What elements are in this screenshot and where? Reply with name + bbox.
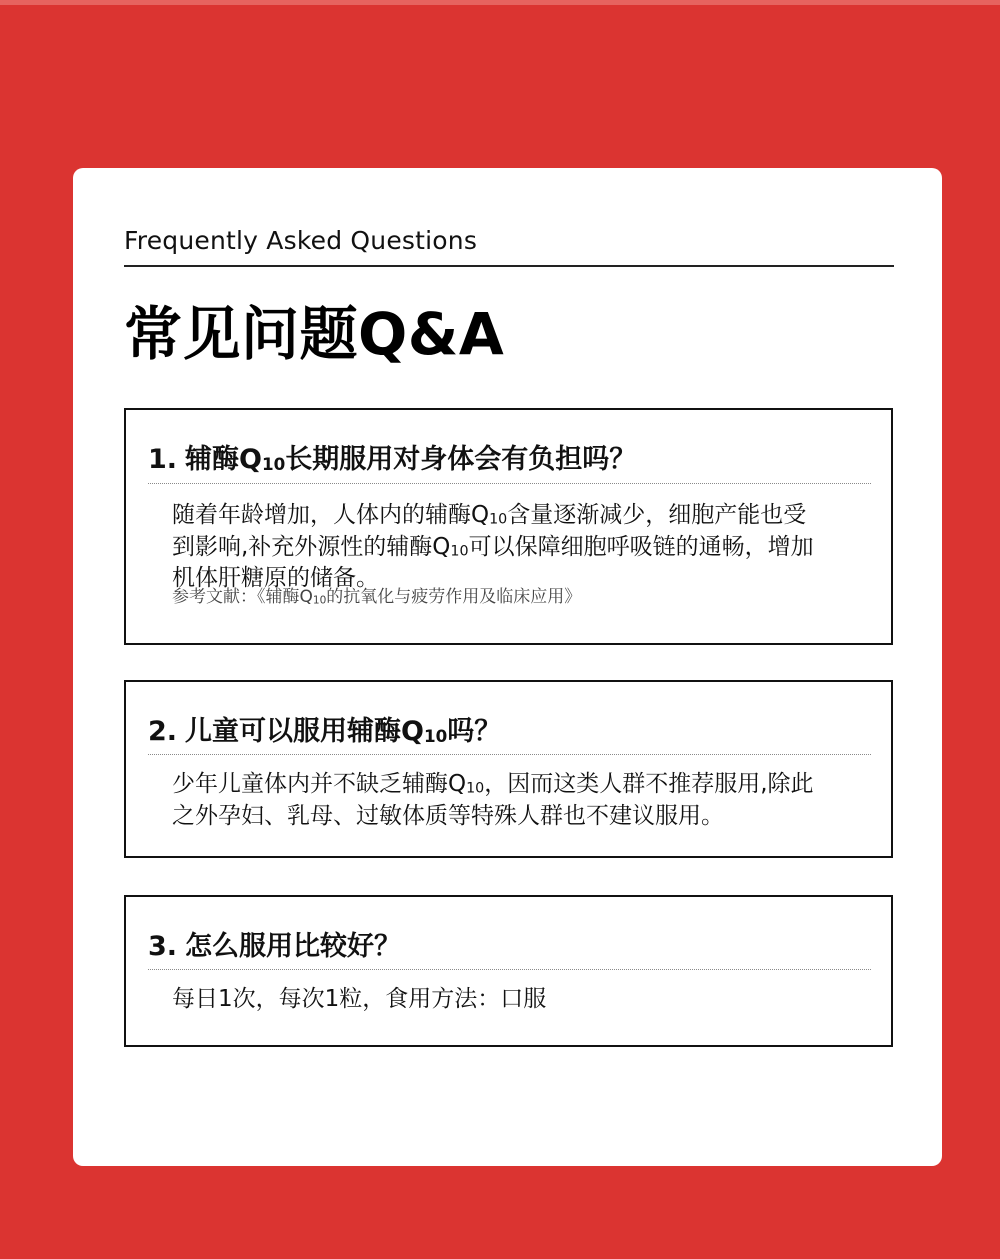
question-text: 吗？ (447, 716, 502, 747)
faq-question (148, 929, 401, 965)
eyebrow-heading: Frequently Asked Questions (124, 226, 478, 255)
faq-item-3 (124, 895, 893, 1047)
top-strip (0, 0, 1000, 5)
faq-item-2 (124, 680, 893, 858)
faq-question (148, 714, 501, 754)
subscript: 10 (312, 594, 327, 607)
subscript: 10 (424, 726, 448, 746)
dotted-divider (148, 969, 871, 970)
subscript: 10 (489, 511, 508, 528)
question-text: 辅酶Q (185, 444, 262, 475)
answer-text: 含量逐渐减少，细胞产能也受 (507, 502, 807, 528)
dotted-divider (148, 754, 871, 755)
faq-card (73, 168, 942, 1166)
answer-line (172, 502, 872, 534)
answer-text: 机体肝糖原的储备。 (172, 565, 379, 592)
question-number: 1. (148, 444, 178, 475)
question-text: 长期服用对身体会有负担吗？ (285, 444, 637, 475)
answer-line (172, 771, 872, 803)
reference-note (172, 586, 581, 611)
dotted-divider (148, 483, 871, 484)
page-title: 常见问题Q&A (124, 300, 505, 368)
question-text: 儿童可以服用辅酶Q (185, 716, 424, 747)
subscript: 10 (450, 543, 469, 560)
answer-text: 随着年龄增加，人体内的辅酶Q (172, 502, 490, 528)
faq-question (148, 442, 636, 482)
heading-divider (124, 265, 894, 267)
answer-text: 少年儿童体内并不缺乏辅酶Q (172, 771, 467, 797)
answer-text: 之外孕妇、乳母、过敏体质等特殊人群也不建议服用。 (172, 802, 724, 829)
subscript: 10 (262, 454, 286, 474)
answer-line (172, 986, 872, 1013)
reference-text: 的抗氧化与疲劳作用及临床应用》 (326, 587, 582, 607)
faq-answer (172, 771, 872, 830)
answer-text: 每日1次，每次1粒，食用方法：口服 (172, 986, 547, 1012)
answer-text: 到影响,补充外源性的辅酶Q (172, 533, 451, 560)
answer-line (172, 803, 872, 830)
reference-text: 参考文献：《辅酶Q (172, 587, 313, 607)
faq-answer (172, 502, 872, 592)
answer-line (172, 534, 872, 566)
question-number: 2. (148, 716, 178, 747)
answer-text: 可以保障细胞呼吸链的通畅，增加 (468, 533, 814, 560)
faq-answer (172, 986, 872, 1013)
answer-text: ，因而这类人群不推荐服用,除此 (484, 771, 814, 797)
question-number: 3. (148, 931, 178, 962)
subscript: 10 (466, 780, 485, 797)
question-text: 怎么服用比较好？ (185, 931, 402, 962)
faq-item-1 (124, 408, 893, 645)
